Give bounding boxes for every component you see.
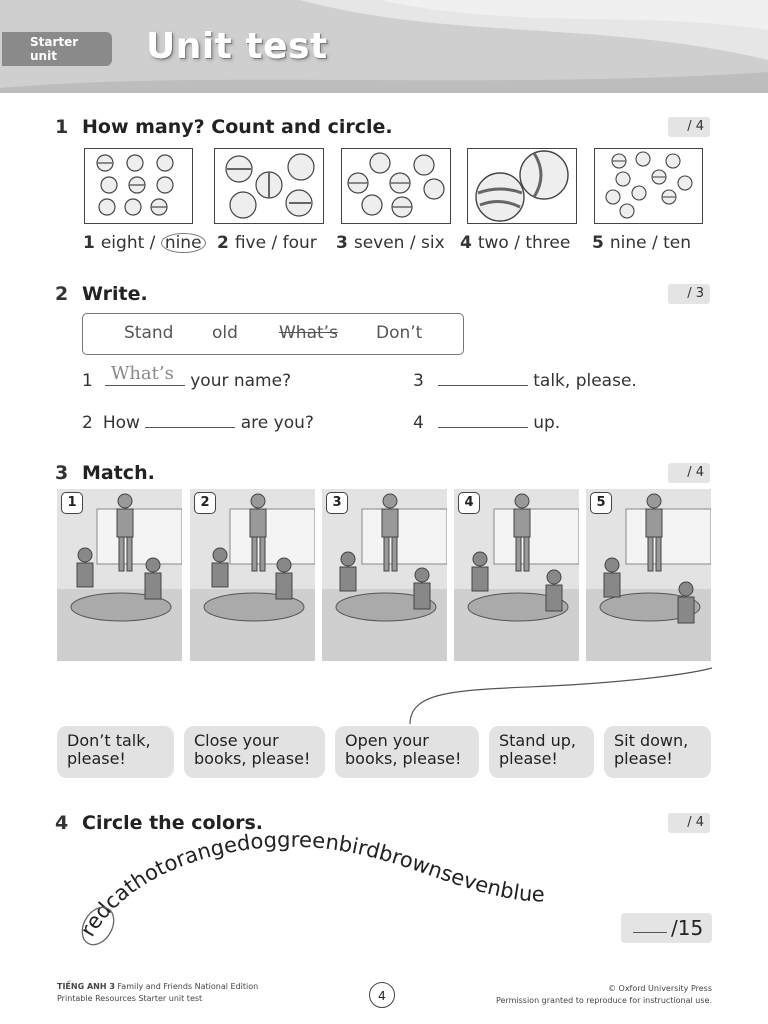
ex2-line-4: 4 up. (413, 413, 561, 433)
ex4-number: 4 (55, 812, 69, 834)
ball-box-3 (341, 148, 451, 224)
classroom-illustration (586, 489, 711, 661)
ball-box-5 (594, 148, 703, 224)
footer-credits: TIẾNG ANH 3 Family and Friends National Edition Printable Resources Starter unit test (57, 982, 259, 1003)
ball-box-1 (84, 148, 193, 224)
balls-illustration-4 (468, 149, 575, 222)
ex1-score: / 4 (668, 117, 710, 137)
ex1-title: How many? Count and circle. (82, 116, 393, 138)
sentence-card-1[interactable]: Don’t talk, please! (57, 726, 174, 778)
classroom-panel-3 (322, 489, 447, 661)
classroom-illustration (57, 489, 182, 661)
ex1-number: 1 (55, 116, 69, 138)
ex4-title: Circle the colors. (82, 812, 263, 834)
header-swoosh-decoration (0, 0, 768, 93)
classroom-illustration (322, 489, 447, 661)
balls-illustration-3 (342, 149, 449, 222)
ex1-item-2: 2 five / four (217, 233, 317, 253)
ex3-score: / 4 (668, 463, 710, 483)
unit-badge-line2: unit (30, 49, 57, 63)
total-score-box (621, 913, 712, 943)
sentence-card-3[interactable]: Open your books, please! (335, 726, 479, 778)
ex1-item-3: 3 seven / six (336, 233, 445, 253)
classroom-illustration (454, 489, 579, 661)
ex4-score: / 4 (668, 813, 710, 833)
ex3-number: 3 (55, 462, 69, 484)
ex2-number: 2 (55, 283, 69, 305)
panel-number: 2 (194, 492, 216, 514)
sentence-card-2[interactable]: Close your books, please! (184, 726, 325, 778)
example-match-line (400, 660, 720, 730)
footer-copyright: © Oxford University Press Permission granted to reproduce for instructional use. (495, 984, 712, 1005)
unit-badge (2, 32, 112, 66)
sentence-card-4[interactable]: Stand up, please! (489, 726, 594, 778)
classroom-illustration (190, 489, 315, 661)
ex2-line-3: 3 talk, please. (413, 371, 637, 391)
answer-blank[interactable] (438, 371, 528, 386)
ex1-item-4: 4 two / three (460, 233, 571, 253)
panel-number: 3 (326, 492, 348, 514)
circled-answer[interactable]: nine (161, 233, 206, 253)
page-title: Unit test (146, 26, 328, 67)
word-bank-item: old (212, 323, 238, 343)
balls-illustration-2 (215, 149, 322, 222)
word-snake-letters: redcathotorangedoggreenbirdbrownsevenblue (75, 830, 545, 941)
balls-illustration-5 (595, 149, 701, 222)
ex1-item-5: 5 nine / ten (592, 233, 692, 253)
classroom-panel-1 (57, 489, 182, 661)
panel-number: 1 (61, 492, 83, 514)
answer-blank[interactable]: What’s (105, 371, 185, 386)
word-bank-item: Stand (124, 323, 174, 343)
panel-number: 5 (590, 492, 612, 514)
word-bank-item-crossed: What’s (279, 323, 338, 343)
unit-badge-line1: Starter (30, 35, 79, 49)
balls-illustration-1 (85, 149, 191, 222)
ex3-title: Match. (82, 462, 155, 484)
ex2-score: / 3 (668, 284, 710, 304)
classroom-panel-4 (454, 489, 579, 661)
classroom-panel-5 (586, 489, 711, 661)
ex2-title: Write. (82, 283, 148, 305)
ball-box-2 (214, 148, 324, 224)
ex2-line-2: 2 How are you? (82, 413, 314, 433)
sentence-card-5[interactable]: Sit down, please! (604, 726, 711, 778)
ball-box-4 (467, 148, 577, 224)
page-header (0, 0, 768, 93)
word-snake (70, 830, 610, 950)
page-number: 4 (369, 982, 395, 1008)
answer-blank[interactable] (145, 413, 235, 428)
word-bank-item: Don’t (376, 323, 423, 343)
classroom-panel-2 (190, 489, 315, 661)
ex1-item-1: 1 eight / nine (83, 233, 206, 253)
total-score: /15 (671, 916, 704, 940)
answer-blank[interactable] (438, 413, 528, 428)
panel-number: 4 (458, 492, 480, 514)
ex2-line-1: 1 What’s your name? (82, 363, 292, 391)
